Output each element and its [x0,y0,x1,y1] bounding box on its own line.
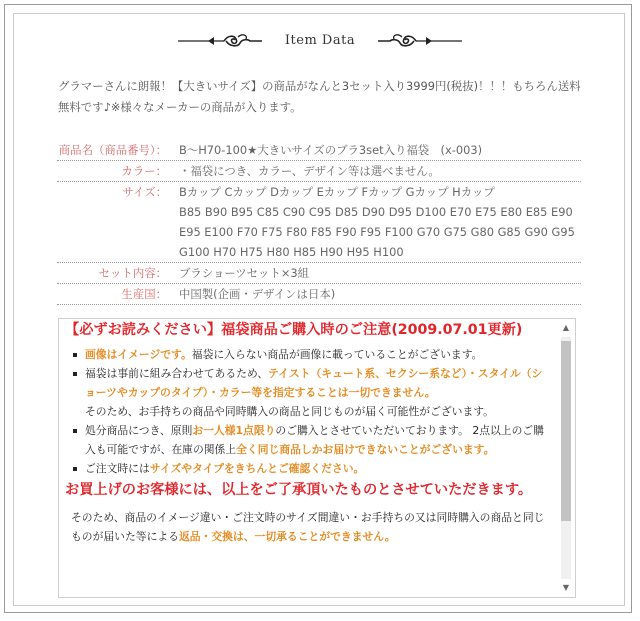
notice-highlight: 画像はイメージです。 [85,348,192,361]
spec-value: Bカップ Cカップ Dカップ Eカップ Fカップ Gカップ Hカップ B85 B90 B95 C85 C90 C95 D85 D90 D95 D100 E70 E75 E80 E85 E90 E95 E100 F70 F75 F80 F85 F90 F95 F100 G70 G75 G80 G85 G90 G95 G100 H70 H75 H80 H85 H90 H95 H100 [179,185,575,259]
spec-value: ・福袋につき、カラー、デザイン等は選べません。 [179,164,440,178]
spec-row-size [57,182,581,263]
scrollbar-thumb[interactable] [561,341,571,521]
notice-item [77,421,551,459]
notice-scroll-box[interactable] [58,318,576,598]
notice-item [77,345,551,364]
notice-highlight: サイズやタイプをきちんとご確認ください。 [149,462,365,475]
scroll-up-arrow-icon[interactable]: ▲ [562,323,570,332]
item-intro-text: グラマーさんに朗報！【大きいサイズ】の商品がなんと3セット入り3999円(税抜)！！！もちろん送料無料です♪※様々なメーカーの商品が入ります。 [58,79,581,114]
notice-text: そのため、お手持ちの商品や同時購入の商品と同じものが届く可能性がございます。 [85,405,494,418]
notice-highlight: 全く同じ商品しかお届けできないことがございます。 [236,443,495,456]
spec-row-product-name [57,140,581,161]
spec-row-set-contents [57,263,581,284]
notice-content [65,319,551,546]
notice-highlight: お一人様1点限り [192,424,276,437]
notice-text: 福袋は事前に組み合わせてあるため、 [85,367,269,380]
item-data-title: Item Data [284,33,356,48]
scroll-down-arrow-icon[interactable]: ▼ [562,583,570,592]
notice-text: 処分商品につき、原則 [85,424,193,437]
notice-text: 福袋に入らない商品が画像に載っていることがございます。 [191,348,483,361]
spec-label: サイズ： [122,185,167,199]
notice-subheading: お買上げのお客様には、以上をご了承頂いたものとさせていただきます。 [65,482,533,498]
notice-footer [65,508,551,546]
spec-row-color [57,161,581,182]
spec-row-origin [57,284,581,305]
notice-highlight: テイスト（キュート系、セクシー系など）・スタイル（ショーツやカップのタイプ）・カラー等を指定することは一切できません。 [85,367,543,399]
notice-text: のご購入とさせていただいております。 2点以上のご購入も可能ですが、在庫の関係上 [85,424,544,456]
spec-label: 商品名（商品番号）： [58,143,167,157]
spec-label: 生産国： [121,287,167,301]
notice-highlight: 返品・交換は、一切承ることができません。 [178,530,396,543]
spec-value: B～H70-100★大きいサイズのブラ3set入り福袋 (x-003) [179,143,483,157]
notice-list [65,345,551,478]
notice-text: ご注文時には [85,462,150,475]
item-spec-table [57,140,581,305]
notice-item [77,459,551,478]
spec-label: カラー： [121,164,167,178]
spec-value: 中国製(企画・デザインは日本) [179,287,336,301]
ornament-right-icon [378,33,462,49]
notice-text: そのため、商品のイメージ違い・ご注文時のサイズ間違い・お手持ちの又は同時購入の商品と同じものが届いた等による [71,511,545,543]
notice-item [77,364,551,421]
notice-scrollbar[interactable] [559,321,573,595]
spec-label: セット内容： [98,266,167,280]
notice-heading: 【必ずお読みください】福袋商品ご購入時のご注意(2009.07.01更新) [65,322,523,338]
spec-value: ブラショーツセット×3組 [179,266,310,280]
item-data-title-bar [0,30,640,52]
ornament-left-icon [178,33,262,49]
